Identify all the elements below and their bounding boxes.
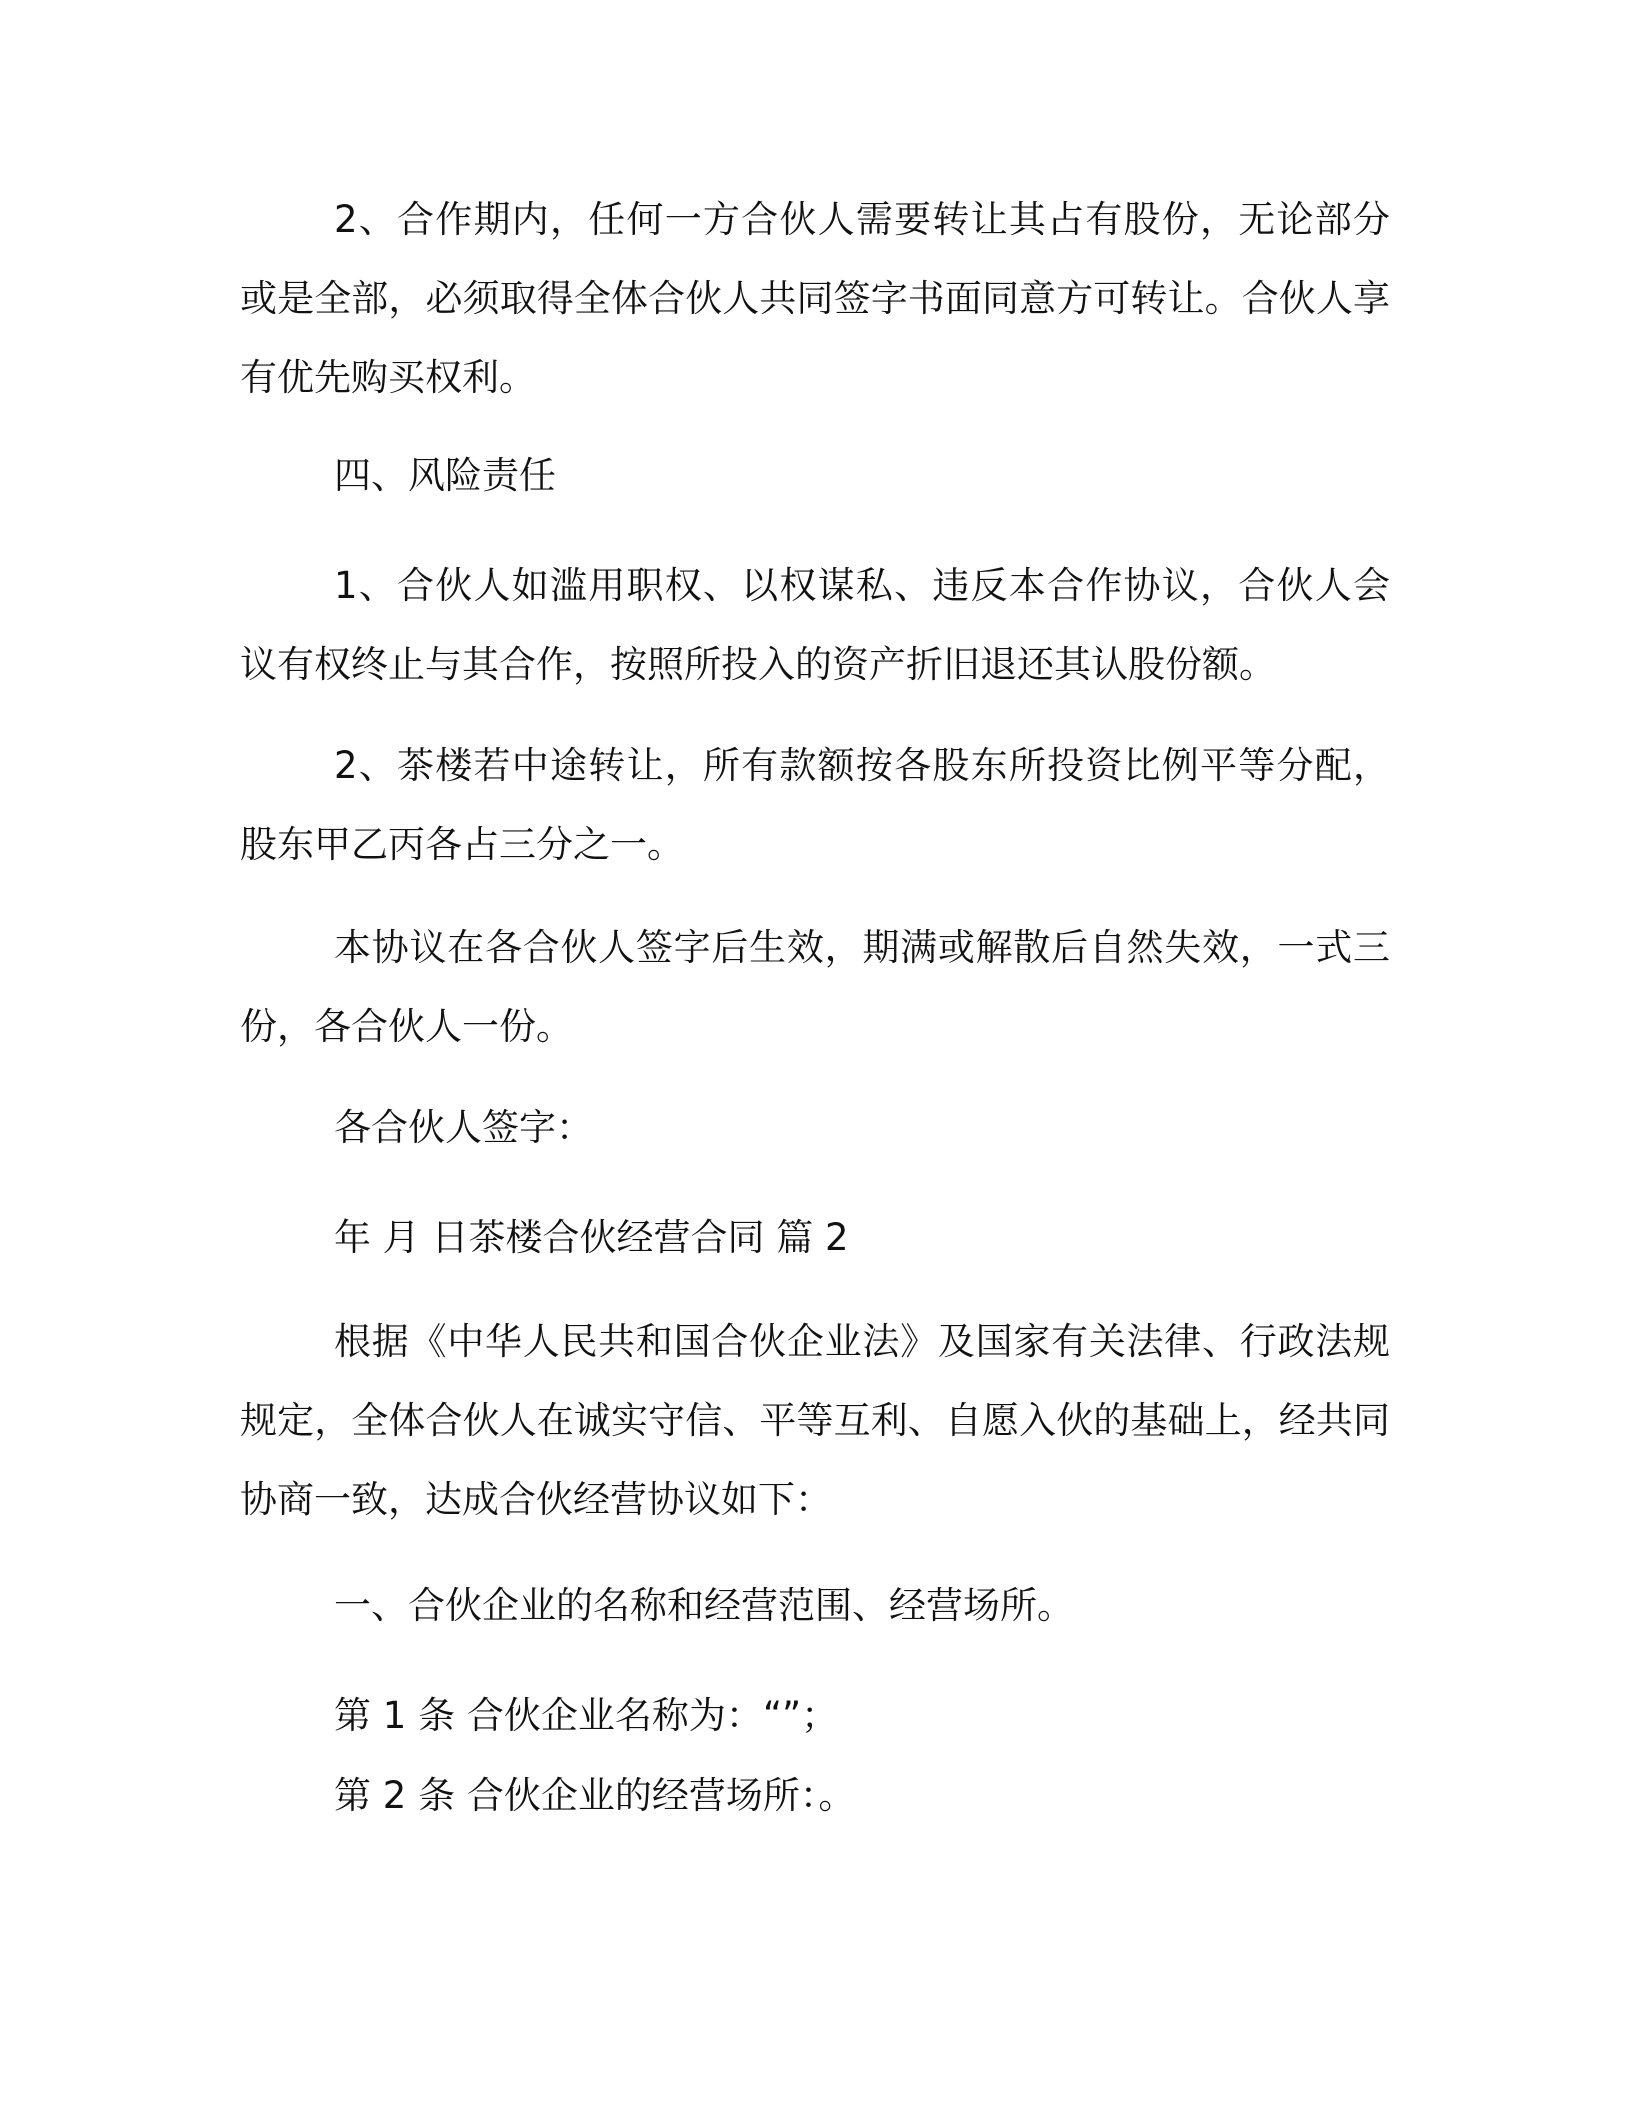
paragraph-date-contract-title: 年 月 日茶楼合伙经营合同 篇 2: [334, 1216, 849, 1259]
paragraph-partner-signature: 各合伙人签字：: [334, 1106, 593, 1149]
heading-risk-responsibility: 四、风险责任: [334, 454, 556, 497]
article-1-enterprise-name: 第 1 条 合伙企业名称为：“”；: [334, 1694, 839, 1737]
heading-enterprise-name-scope: 一、合伙企业的名称和经营范围、经营场所。: [334, 1584, 1074, 1627]
article-2-business-premises: 第 2 条 合伙企业的经营场所：。: [334, 1774, 856, 1817]
paragraph-agreement-effect: 本协议在各合伙人签字后生效，期满或解散后自然失效，一式三份，各合伙人一份。: [240, 926, 1390, 1048]
paragraph-legal-basis: 根据《中华人民共和国合伙企业法》及国家有关法律、行政法规规定，全体合伙人在诚实守信、平等互利、自愿入伙的基础上，经共同协商一致，达成合伙经营协议如下：: [240, 1320, 1390, 1521]
paragraph-teahouse-transfer: 2、茶楼若中途转让，所有款额按各股东所投资比例平等分配，股东甲乙丙各占三分之一。: [240, 744, 1390, 866]
paragraph-share-transfer: 2、合作期内，任何一方合伙人需要转让其占有股份，无论部分或是全部，必须取得全体合伙人共同签字书面同意方可转让。合伙人享有优先购买权利。: [240, 198, 1390, 399]
paragraph-abuse-of-power: 1、合伙人如滥用职权、以权谋私、违反本合作协议，合伙人会议有权终止与其合作，按照所投入的资产折旧退还其认股份额。: [240, 564, 1390, 686]
